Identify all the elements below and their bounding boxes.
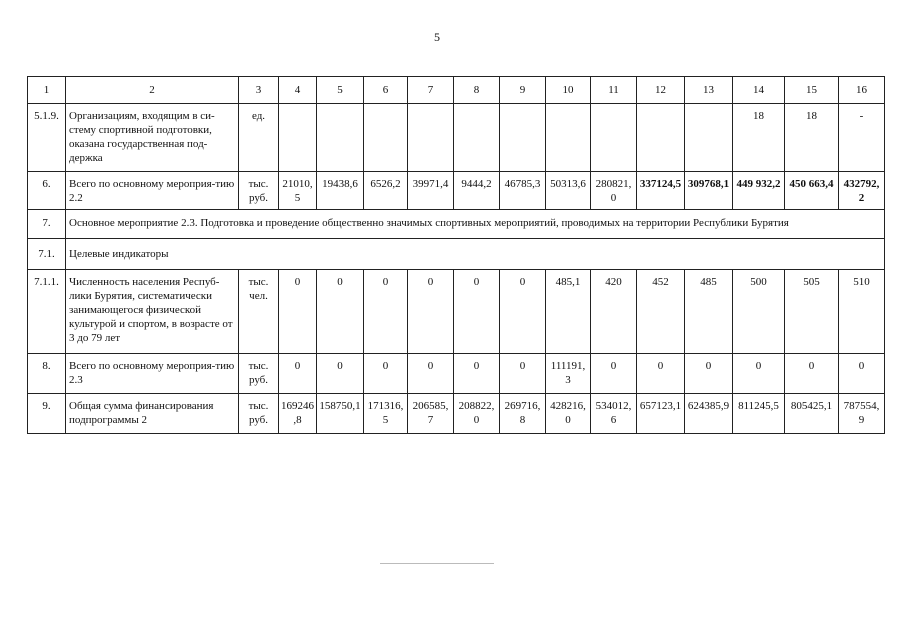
value-cell: 805425,1 <box>785 394 839 434</box>
value-cell: 485 <box>685 270 733 354</box>
value-cell: 432792,2 <box>839 172 885 210</box>
row-name: Общая сумма финансирования подпрограммы 2 <box>66 394 239 434</box>
value-cell: 0 <box>317 270 364 354</box>
table-row <box>28 210 885 239</box>
value-cell <box>685 104 733 172</box>
row-number: 6. <box>28 172 66 210</box>
header-cell: 9 <box>500 77 546 104</box>
row-unit: ед. <box>239 104 279 172</box>
row-name: Всего по основному мероприя-тию 2.3 <box>66 354 239 394</box>
value-cell: 0 <box>785 354 839 394</box>
header-cell: 1 <box>28 77 66 104</box>
header-cell: 4 <box>279 77 317 104</box>
value-cell: 9444,2 <box>454 172 500 210</box>
value-cell: 500 <box>733 270 785 354</box>
value-cell: 534012,6 <box>591 394 637 434</box>
header-cell: 11 <box>591 77 637 104</box>
value-cell: 0 <box>637 354 685 394</box>
value-cell: 337124,5 <box>637 172 685 210</box>
header-cell: 2 <box>66 77 239 104</box>
row-number: 7. <box>28 210 66 239</box>
value-cell: 0 <box>454 270 500 354</box>
value-cell <box>500 104 546 172</box>
table-row <box>28 394 885 434</box>
value-cell: 169246,8 <box>279 394 317 434</box>
row-unit: тыс. руб. <box>239 172 279 210</box>
value-cell: 50313,6 <box>546 172 591 210</box>
value-cell: 280821,0 <box>591 172 637 210</box>
data-table <box>27 76 885 434</box>
row-unit: тыс. руб. <box>239 394 279 434</box>
value-cell: 6526,2 <box>364 172 408 210</box>
value-cell: 0 <box>279 270 317 354</box>
header-cell: 12 <box>637 77 685 104</box>
value-cell <box>591 104 637 172</box>
value-cell: 0 <box>591 354 637 394</box>
value-cell: 18 <box>733 104 785 172</box>
value-cell: 449 932,2 <box>733 172 785 210</box>
row-name: Численность населения Респуб-лики Бурятия, систематически занимающегося физической культурой и спортом, в возрасте от 3 до 79 лет <box>66 270 239 354</box>
header-cell: 7 <box>408 77 454 104</box>
value-cell <box>279 104 317 172</box>
value-cell: 485,1 <box>546 270 591 354</box>
table-row <box>28 172 885 210</box>
table-row <box>28 239 885 270</box>
value-cell: 787554,9 <box>839 394 885 434</box>
value-cell: 0 <box>733 354 785 394</box>
value-cell: 657123,1 <box>637 394 685 434</box>
row-number: 8. <box>28 354 66 394</box>
value-cell: 510 <box>839 270 885 354</box>
header-cell: 16 <box>839 77 885 104</box>
header-cell: 10 <box>546 77 591 104</box>
header-cell: 13 <box>685 77 733 104</box>
value-cell: 452 <box>637 270 685 354</box>
row-number: 7.1.1. <box>28 270 66 354</box>
table-row <box>28 104 885 172</box>
value-cell: 0 <box>364 270 408 354</box>
value-cell: 450 663,4 <box>785 172 839 210</box>
value-cell: 624385,9 <box>685 394 733 434</box>
value-cell: 0 <box>685 354 733 394</box>
value-cell <box>364 104 408 172</box>
value-cell: 171316,5 <box>364 394 408 434</box>
footer-divider <box>380 563 494 564</box>
value-cell <box>546 104 591 172</box>
value-cell: 21010,5 <box>279 172 317 210</box>
value-cell: 811245,5 <box>733 394 785 434</box>
value-cell: 0 <box>364 354 408 394</box>
value-cell: 158750,1 <box>317 394 364 434</box>
header-row <box>28 77 885 104</box>
value-cell: 18 <box>785 104 839 172</box>
value-cell: 111191,3 <box>546 354 591 394</box>
header-cell: 14 <box>733 77 785 104</box>
row-number: 5.1.9. <box>28 104 66 172</box>
value-cell <box>408 104 454 172</box>
table-row <box>28 354 885 394</box>
row-unit: тыс. руб. <box>239 354 279 394</box>
header-cell: 3 <box>239 77 279 104</box>
header-cell: 5 <box>317 77 364 104</box>
page-number: 5 <box>434 30 440 44</box>
value-cell: 309768,1 <box>685 172 733 210</box>
section-heading: Целевые индикаторы <box>66 239 885 270</box>
value-cell <box>454 104 500 172</box>
header-cell: 8 <box>454 77 500 104</box>
value-cell: 39971,4 <box>408 172 454 210</box>
value-cell: 428216,0 <box>546 394 591 434</box>
section-heading: Основное мероприятие 2.3. Подготовка и проведение общественно значимых спортивных мероприятий, проводимых на территории Республики Бурятия <box>66 210 885 239</box>
value-cell: 19438,6 <box>317 172 364 210</box>
row-number: 9. <box>28 394 66 434</box>
value-cell: 269716,8 <box>500 394 546 434</box>
value-cell: 505 <box>785 270 839 354</box>
header-cell: 15 <box>785 77 839 104</box>
value-cell: 0 <box>500 354 546 394</box>
value-cell: 0 <box>454 354 500 394</box>
value-cell: 0 <box>279 354 317 394</box>
row-name: Организациям, входящим в си-стему спортивной подготовки, оказана государственная под-держка <box>66 104 239 172</box>
value-cell: - <box>839 104 885 172</box>
value-cell: 208822,0 <box>454 394 500 434</box>
value-cell: 46785,3 <box>500 172 546 210</box>
value-cell: 0 <box>839 354 885 394</box>
value-cell: 0 <box>317 354 364 394</box>
value-cell: 0 <box>408 270 454 354</box>
row-name: Всего по основному мероприя-тию 2.2 <box>66 172 239 210</box>
value-cell <box>317 104 364 172</box>
table-row <box>28 270 885 354</box>
header-cell: 6 <box>364 77 408 104</box>
value-cell: 0 <box>500 270 546 354</box>
value-cell: 206585,7 <box>408 394 454 434</box>
value-cell: 0 <box>408 354 454 394</box>
row-number: 7.1. <box>28 239 66 270</box>
value-cell: 420 <box>591 270 637 354</box>
value-cell <box>637 104 685 172</box>
row-unit: тыс. чел. <box>239 270 279 354</box>
